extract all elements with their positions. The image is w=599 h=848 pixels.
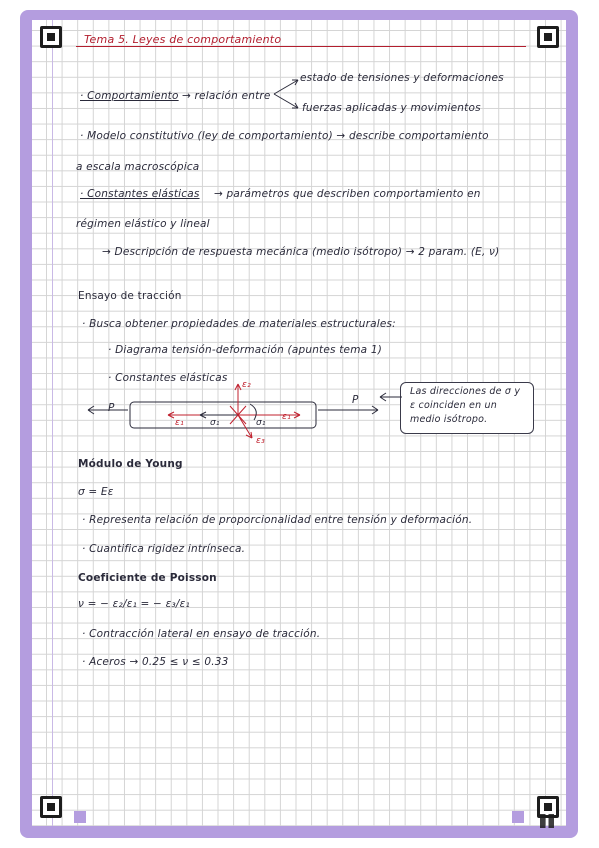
line-parametros: → parámetros que describen comportamiento en [214, 188, 481, 200]
line-contraccion-lateral: · Contracción lateral en ensayo de tracción. [82, 628, 321, 640]
line-constantes-elasticas: · Constantes elásticas [80, 188, 200, 200]
label-p-left: P [108, 402, 115, 414]
line-diagrama-tension: · Diagrama tensión-deformación (apuntes tema 1) [108, 344, 382, 356]
label-e1-left: ε₁ [175, 418, 184, 428]
footer-square-right [512, 811, 524, 823]
qr-code-icon [540, 814, 554, 828]
label-e1-right: ε₁ [282, 412, 291, 422]
line-relacion-entre: → relación entre [182, 90, 271, 102]
margin-line [52, 20, 53, 826]
label-p-right: P [352, 394, 359, 406]
corner-marker-top-left [40, 26, 62, 48]
corner-marker-bottom-left [40, 796, 62, 818]
line-fuerzas-aplicadas: fuerzas aplicadas y movimientos [302, 102, 481, 114]
note-arrow [378, 390, 404, 404]
line-busca-obtener: · Busca obtener propiedades de materiales estructurales: [82, 318, 396, 330]
line-escala-macroscopica: a escala macroscópica [76, 161, 200, 173]
heading-ensayo-traccion: Ensayo de tracción [78, 290, 182, 302]
line-representa-relacion: · Representa relación de proporcionalidad entre tensión y deformación. [82, 514, 473, 526]
note-line-2: ε coinciden en un [410, 400, 497, 411]
label-sigma-left: σ₁ [210, 418, 220, 428]
page-title: Tema 5. Leyes de comportamiento [84, 33, 282, 46]
formula-young: σ = Eε [78, 486, 114, 498]
line-regimen-elastico: régimen elástico y lineal [76, 218, 210, 230]
title-underline [76, 46, 526, 47]
label-e3: ε₃ [256, 436, 265, 446]
line-constantes-elasticas-2: · Constantes elásticas [108, 372, 228, 384]
line-estado-tensiones: estado de tensiones y deformaciones [300, 72, 504, 84]
line-cuantifica-rigidez: · Cuantifica rigidez intrínseca. [82, 543, 246, 555]
note-line-3: medio isótropo. [410, 414, 488, 425]
formula-poisson: ν = − ε₂/ε₁ = − ε₃/ε₁ [78, 598, 190, 610]
line-comportamiento: · Comportamiento [80, 90, 179, 102]
note-line-1: Las direcciones de σ y [410, 386, 521, 397]
branch-arrows [272, 76, 302, 112]
line-modelo-constitutivo: · Modelo constitutivo (ley de comportamiento) → describe comportamiento [80, 130, 489, 142]
label-sigma-right: σ₁ [256, 418, 266, 428]
corner-marker-top-right [537, 26, 559, 48]
label-e2: ε₂ [242, 380, 251, 390]
line-descripcion-respuesta: → Descripción de respuesta mecánica (medio isótropo) → 2 param. (E, ν) [102, 246, 500, 258]
line-aceros: · Aceros → 0.25 ≤ ν ≤ 0.33 [82, 656, 229, 668]
heading-modulo-young: Módulo de Young [78, 458, 183, 470]
heading-coeficiente-poisson: Coeficiente de Poisson [78, 572, 217, 584]
footer-square-left [74, 811, 86, 823]
